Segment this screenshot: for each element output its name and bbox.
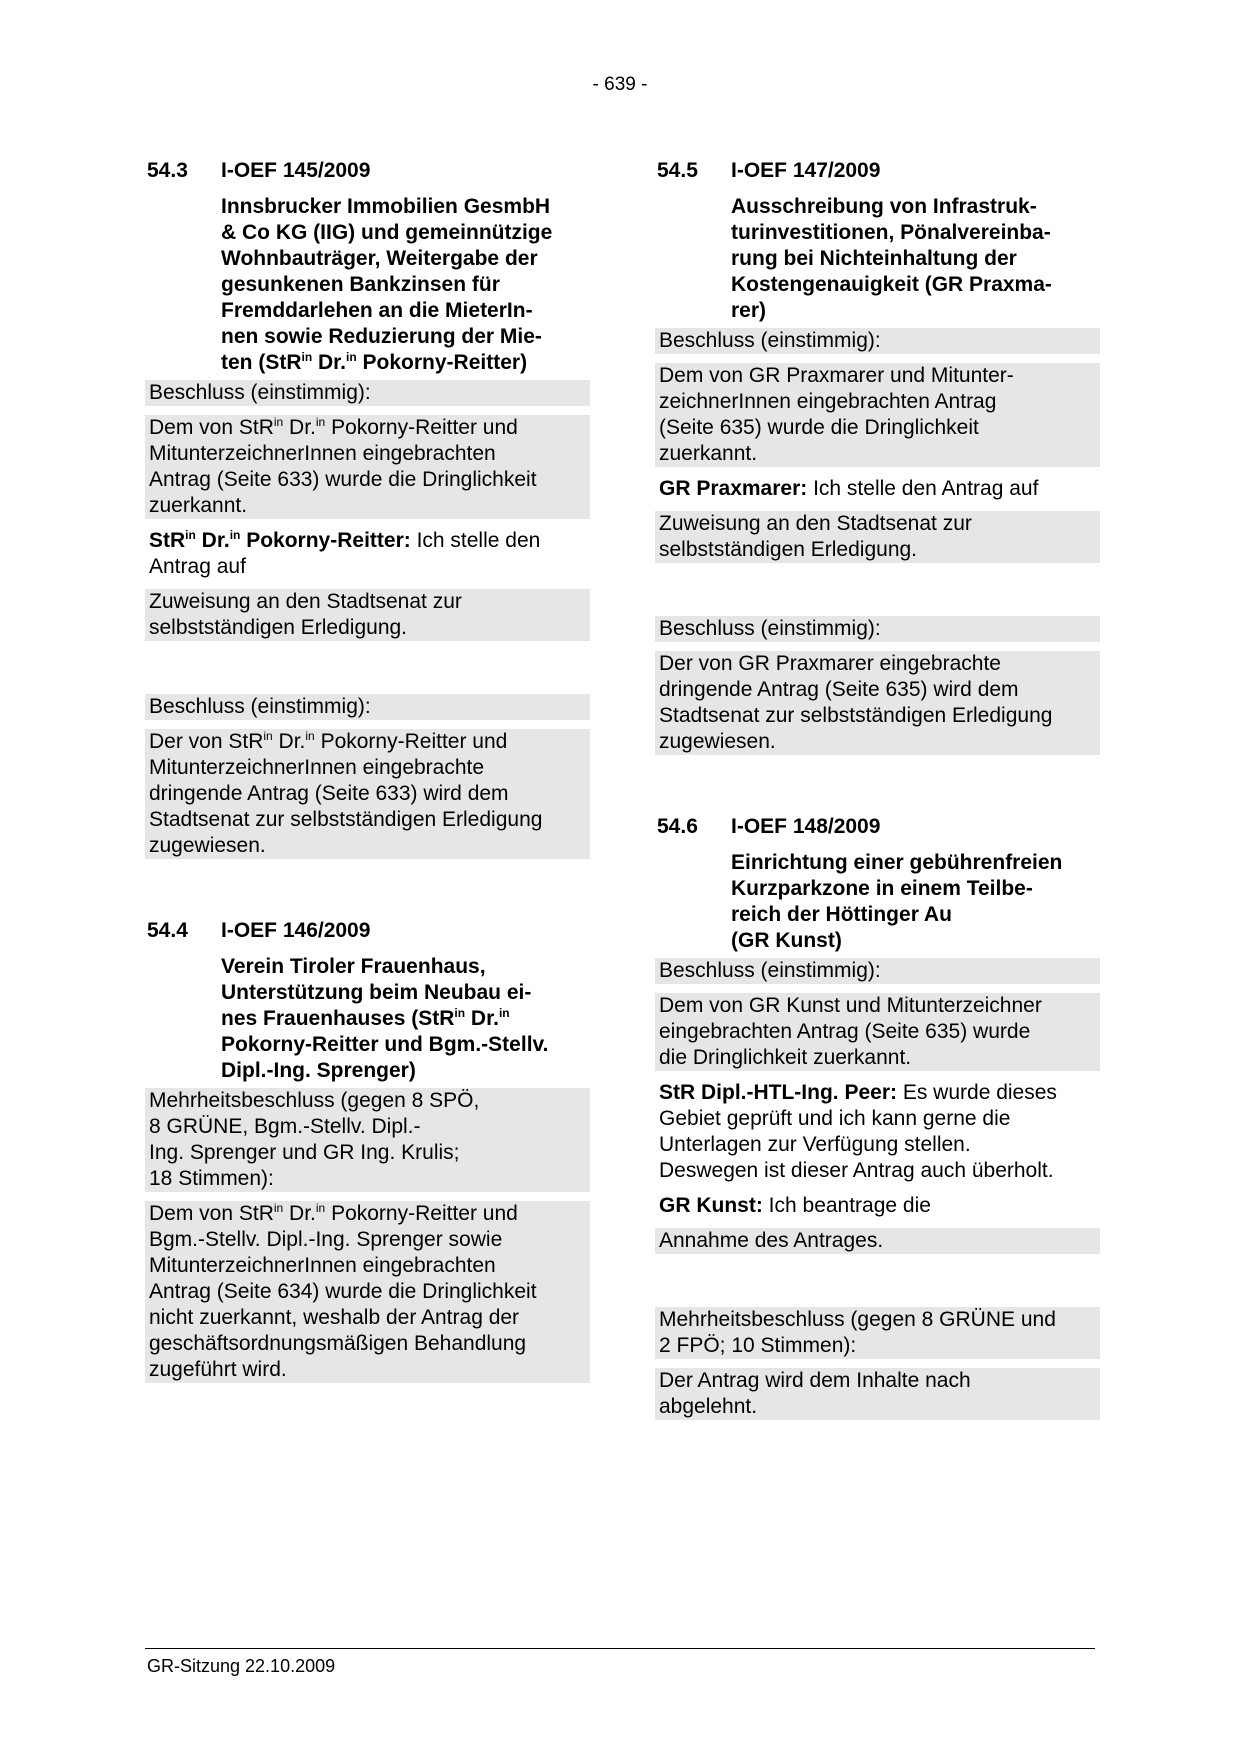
title-line: nen sowie Reduzierung der Mie- (221, 325, 542, 348)
section-title (221, 194, 590, 376)
section-54-3 (145, 158, 590, 859)
speaker-statement: StR Dipl.-HTL-Ing. Peer: Es wurde dieses Gebiet geprüft und ich kann gerne die Unterlagen zur Verfügung stellen. Deswegen ist dieser Antrag auch überholt. (659, 1081, 1057, 1182)
right-column (655, 158, 1100, 1429)
section-54-5 (655, 158, 1100, 755)
section-number: 54.4 (147, 919, 188, 942)
majority-resolution-label: Mehrheitsbeschluss (gegen 8 GRÜNE und 2 FPÖ; 10 Stimmen): (655, 1307, 1100, 1359)
speaker-statement: StR$^{in}$ Dr.$^{in}$ Pokorny-Reitter: Ich stelle den Antrag auf (149, 528, 541, 578)
resolution-text: Der von StR$^{in}$ Dr.$^{in}$ Pokorny-Reitter und MitunterzeichnerInnen eingebrachte dringende Antrag (Seite 633) wird dem Stadtsenat zur selbstständigen Erledigung zugewiesen. (145, 729, 590, 859)
section-title: Verein Tiroler Frauenhaus, Unterstützung beim Neubau ei- nes Frauenhauses (StR$^{in}$ Dr.$^{in}$ Pokorny-Reitter und Bgm.-Stellv. Dipl.-Ing. Sprenger) (221, 955, 549, 1082)
section-code: I-OEF 147/2009 (731, 159, 881, 182)
section-number: 54.6 (657, 815, 698, 838)
resolution-label: Beschluss (einstimmig): (145, 694, 590, 720)
resolution-text: Dem von GR Kunst und Mitunterzeichner eingebrachten Antrag (Seite 635) wurde die Dringlichkeit zuerkannt. (655, 993, 1100, 1071)
resolution-text: Dem von GR Praxmarer und Mitunter- zeichnerInnen eingebrachten Antrag (Seite 635) wurde die Dringlichkeit zuerkannt. (655, 363, 1100, 467)
resolution-text: Dem von StR$^{in}$ Dr.$^{in}$ Pokorny-Reitter und MitunterzeichnerInnen eingebrachten Antrag (Seite 633) wurde die Dringlichkeit zuerkannt. (145, 415, 590, 519)
section-heading (147, 158, 590, 184)
resolution-text: Der von GR Praxmarer eingebrachte dringende Antrag (Seite 635) wird dem Stadtsenat zur selbstständigen Erledigung zugewiesen. (655, 651, 1100, 755)
motion-text: Zuweisung an den Stadtsenat zur selbstständigen Erledigung. (655, 511, 1100, 563)
title-line: Fremddarlehen an die MieterIn- (221, 299, 533, 322)
speaker-statement: GR Praxmarer: Ich stelle den Antrag auf (659, 477, 1039, 500)
resolution-text: Der Antrag wird dem Inhalte nach abgelehnt. (655, 1368, 1100, 1420)
resolution-label: Beschluss (einstimmig): (655, 328, 1100, 354)
section-title: Einrichtung einer gebührenfreien Kurzparkzone in einem Teilbe- reich der Höttinger Au (GR Kunst) (731, 851, 1063, 952)
section-code: I-OEF 148/2009 (731, 815, 881, 838)
title-line: gesunkenen Bankzinsen für (221, 273, 500, 296)
section-heading (657, 814, 1100, 840)
section-heading (657, 158, 1100, 184)
page-number: - 639 - (592, 74, 648, 95)
section-heading (147, 918, 590, 944)
footer-text: GR-Sitzung 22.10.2009 (147, 1656, 336, 1676)
resolution-label: Beschluss (einstimmig): (145, 380, 590, 406)
section-code: I-OEF 145/2009 (221, 159, 371, 182)
section-code: I-OEF 146/2009 (221, 919, 371, 942)
title-line: Innsbrucker Immobilien GesmbH (221, 195, 551, 218)
footer-divider (145, 1648, 1095, 1649)
motion-text: Zuweisung an den Stadtsenat zur selbstständigen Erledigung. (145, 589, 590, 641)
section-title: Ausschreibung von Infrastruk- turinvestitionen, Pönalvereinba- rung bei Nichteinhaltung der Kostengenauigkeit (GR Praxma- rer) (731, 195, 1052, 322)
section-54-4 (145, 918, 590, 1383)
section-number: 54.3 (147, 159, 188, 182)
title-line: Wohnbauträger, Weitergabe der (221, 247, 538, 270)
title-line: ten (StR$^{in}$ Dr.$^{in}$ Pokorny-Reitter) (221, 350, 528, 374)
section-54-6 (655, 814, 1100, 1420)
resolution-text: Dem von StR$^{in}$ Dr.$^{in}$ Pokorny-Reitter und Bgm.-Stellv. Dipl.-Ing. Sprenger sowie MitunterzeichnerInnen eingebrachten Antrag (Seite 634) wurde die Dringlichkeit nicht zuerkannt, weshalb der Antrag der geschäftsordnungsmäßigen Behandlung zugeführt wird. (145, 1201, 590, 1383)
section-number: 54.5 (657, 159, 698, 182)
motion-text: Annahme des Antrages. (655, 1228, 1100, 1254)
resolution-label: Beschluss (einstimmig): (655, 616, 1100, 642)
resolution-label: Beschluss (einstimmig): (655, 958, 1100, 984)
speaker-statement: GR Kunst: Ich beantrage die (659, 1194, 931, 1217)
majority-resolution-label: Mehrheitsbeschluss (gegen 8 SPÖ, 8 GRÜNE, Bgm.-Stellv. Dipl.- Ing. Sprenger und GR Ing. Krulis; 18 Stimmen): (145, 1088, 590, 1192)
title-line: & Co KG (IIG) und gemeinnützige (221, 221, 553, 244)
left-column (145, 158, 590, 1392)
